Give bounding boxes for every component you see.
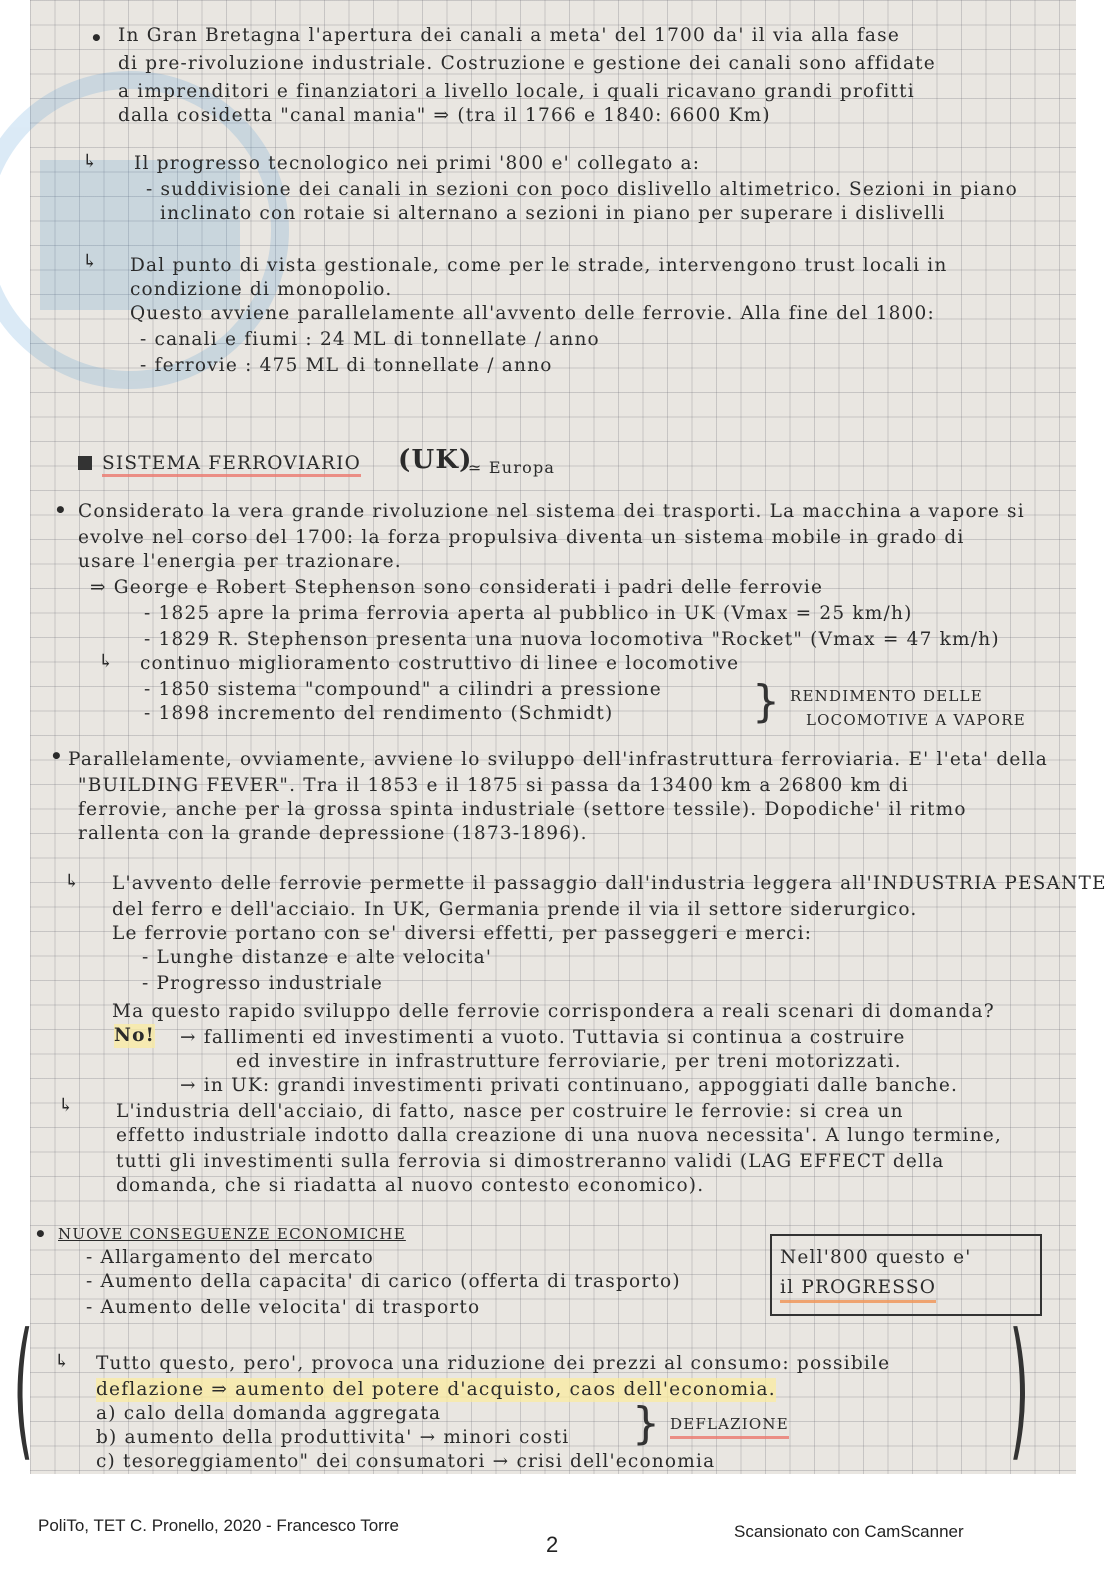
section-heading: NUOVE CONSEGUENZE ECONOMICHE [58, 1225, 406, 1243]
text-line: continuo miglioramento costruttivo di linee e locomotive [140, 653, 740, 674]
text-line: - 1850 sistema "compound" a cilindri a pressione [144, 679, 662, 700]
text-line: Ma questo rapido sviluppo delle ferrovie corrispondera a reali scenari di domanda? [112, 1001, 995, 1022]
text-line: Questo avviene parallelamente all'avvento delle ferrovie. Alla fine del 1800: [130, 303, 935, 324]
text-line: Le ferrovie portano con se' diversi effetti, per passeggeri e merci: [112, 923, 813, 944]
text-line: - 1898 incremento del rendimento (Schmidt) [144, 703, 614, 724]
brace-label: RENDIMENTO DELLE [790, 687, 983, 705]
right-parenthesis: ) [1009, 1302, 1030, 1476]
text-line: deflazione ⇒ aumento del potere d'acquisto, caos dell'economia. [96, 1379, 776, 1400]
brace-label: LOCOMOTIVE A VAPORE [806, 711, 1026, 729]
text-line: - 1829 R. Stephenson presenta una nuova locomotiva "Rocket" (Vmax = 47 km/h) [144, 629, 1000, 650]
text-line: rallenta con la grande depressione (1873-1896). [78, 823, 588, 844]
text-line: domanda, che si riadatta al nuovo contesto economico). [116, 1175, 705, 1196]
heading-uk: (UK) [398, 445, 473, 475]
bullet: • [54, 498, 68, 522]
text-line: Parallelamente, ovviamente, avviene lo sviluppo dell'infrastruttura ferroviaria. E' l'eta' della [68, 749, 1048, 770]
text-line: a imprenditori e finanziatori a livello locale, i quali ricavano grandi profitti [118, 81, 915, 102]
text-line: L'avvento delle ferrovie permette il passaggio dall'industria leggera all'INDUSTRIA PESANTE [112, 873, 1107, 894]
text-line: Il progresso tecnologico nei primi '800 e' collegato a: [134, 153, 701, 174]
text-line: a) calo della domanda aggregata [96, 1403, 442, 1424]
bullet: • [34, 1222, 48, 1246]
arrow-icon: ↳ [54, 1351, 71, 1372]
text-line: - 1825 apre la prima ferrovia aperta al pubblico in UK (Vmax = 25 km/h) [144, 603, 913, 624]
text-line: Tutto questo, pero', provoca una riduzione dei prezzi al consumo: possibile [96, 1353, 891, 1374]
brace: } [632, 1398, 660, 1449]
text-line: - Allargamento del mercato [86, 1247, 375, 1268]
bullet: • [90, 26, 104, 50]
text-line: del ferro e dell'acciaio. In UK, Germania prende il via il settore siderurgico. [112, 899, 918, 920]
text-line: - canali e fiumi : 24 ML di tonnellate / anno [140, 329, 600, 350]
box-text: il PROGRESSO [780, 1276, 936, 1303]
arrow-icon: ↳ [98, 651, 115, 672]
text-line: - Aumento della capacita' di carico (offerta di trasporto) [86, 1271, 681, 1292]
text-line: usare l'energia per trazionare. [78, 551, 402, 572]
footer-credit: PoliTo, TET C. Pronello, 2020 - Francesco Torre [38, 1516, 399, 1535]
text-line: - Aumento delle velocita' di trasporto [86, 1297, 481, 1318]
text-line: - suddivisione dei canali in sezioni con poco dislivello altimetrico. Sezioni in piano [146, 179, 1018, 200]
text-line: Dal punto di vista gestionale, come per le strade, intervengono trust locali in [130, 255, 948, 276]
text-line: ferrovie, anche per la grossa spinta industriale (settore tessile). Dopodiche' il ritmo [78, 799, 967, 820]
brace: } [752, 676, 780, 727]
text-line: di pre-rivoluzione industriale. Costruzione e gestione dei canali sono affidate [118, 53, 936, 74]
progresso-box [770, 1234, 1042, 1316]
bullet: • [50, 744, 64, 768]
box-text: Nell'800 questo e' [780, 1247, 972, 1268]
text-line: Considerato la vera grande rivoluzione nel sistema dei trasporti. La macchina a vapore si [78, 501, 1025, 522]
text-line: tutti gli investimenti sulla ferrovia si dimostreranno validi (LAG EFFECT della [116, 1151, 945, 1172]
heading-europa: ≃ Europa [468, 458, 556, 477]
text-line: L'industria dell'acciaio, di fatto, nasce per costruire le ferrovie: si crea un [116, 1101, 904, 1122]
page-number: 2 [546, 1532, 559, 1557]
text-line: evolve nel corso del 1700: la forza propulsiva diventa un sistema mobile in grado di [78, 527, 965, 548]
text-line: dalla cosidetta "canal mania" ⇒ (tra il 1766 e 1840: 6600 Km) [118, 105, 771, 126]
deflazione-label: DEFLAZIONE [670, 1412, 789, 1439]
text-line: effetto industriale indotto dalla creazione di una nuova necessita'. A lungo termine, [116, 1125, 1002, 1146]
arrow-icon: ↳ [82, 151, 99, 172]
arrow-icon: ↳ [58, 1095, 75, 1116]
scanner-credit: Scansionato con CamScanner [734, 1522, 964, 1541]
text-line: In Gran Bretagna l'apertura dei canali a meta' del 1700 da' il via alla fase [118, 25, 900, 46]
text-line: - ferrovie : 475 ML di tonnellate / anno [140, 355, 553, 376]
text-line: ed investire in infrastrutture ferroviarie, per treni motorizzati. [236, 1051, 902, 1072]
text-line: → in UK: grandi investimenti privati continuano, appoggiati dalle banche. [180, 1075, 959, 1096]
text-line: inclinato con rotaie si alternano a sezioni in piano per superare i dislivelli [160, 203, 946, 224]
section-heading: SISTEMA FERROVIARIO [78, 452, 361, 476]
text-line: c) tesoreggiamento" dei consumatori → crisi dell'economia [96, 1451, 716, 1472]
left-parenthesis: ( [13, 1302, 34, 1476]
text-line: "BUILDING FEVER". Tra il 1853 e il 1875 si passa da 13400 km a 26800 km di [78, 775, 909, 796]
text-line: ⇒ George e Robert Stephenson sono considerati i padri delle ferrovie [90, 577, 824, 598]
text-line: condizione di monopolio. [130, 279, 393, 300]
text-line: - Lunghe distanze e alte velocita' [142, 947, 493, 968]
text-line: b) aumento della produttivita' → minori costi [96, 1427, 570, 1448]
arrow-icon: ↳ [64, 871, 81, 892]
arrow-icon: ↳ [82, 251, 99, 272]
no-label: No! [114, 1025, 155, 1046]
heading-square-icon [78, 456, 92, 470]
text-line: - Progresso industriale [142, 973, 383, 994]
text-line: → fallimenti ed investimenti a vuoto. Tuttavia si continua a costruire [180, 1027, 906, 1048]
